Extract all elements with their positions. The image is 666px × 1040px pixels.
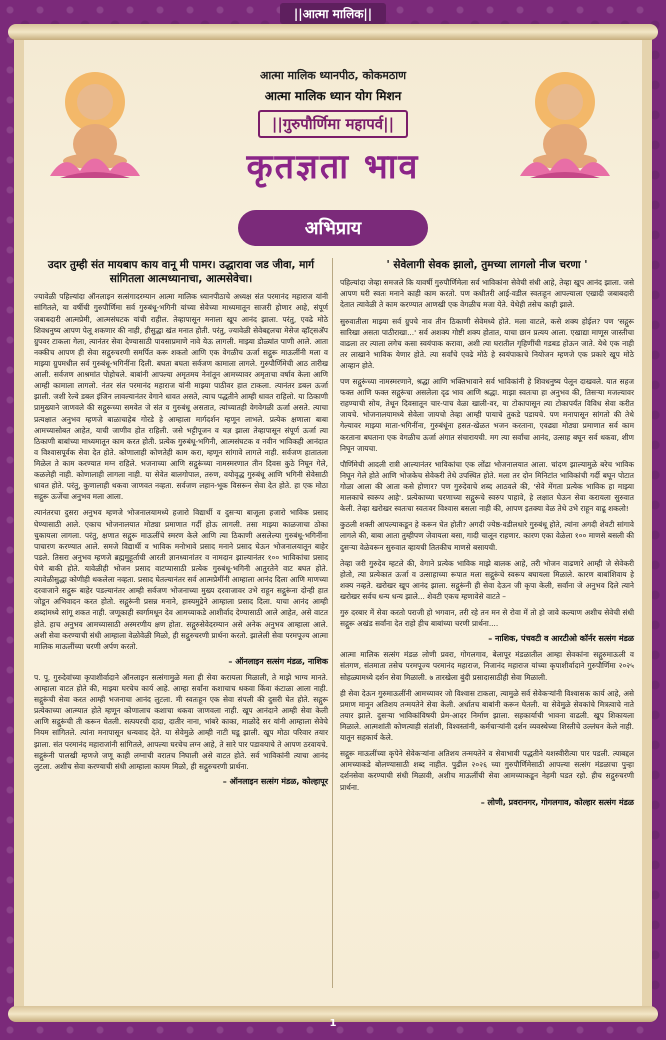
mission-name: आत्मा मालिक ध्यान योग मिशन bbox=[264, 89, 402, 103]
header-title: ||आत्मा मालिक|| bbox=[280, 3, 386, 24]
paragraph: सद्गुरू माऊलींच्या कृपेने सेवेकऱ्यांना अतिशय तन्मयतेने व सेवाभावी पद्धतीने यशस्वीरीत्या पार पडली. त्याबद्दल आमच्याकडे बोलण्यासाठी शब्द नाहीत. पुढील २०२६ च्या गुरुपौर्णिमेसाठी आपल्या सत्संग मंडळाचा पुन्हा दर्शनसेवा करण्याची संधी मिळावी, अशीच माऊलींची सेवा आमच्याकडून नेहमी घडत रहो. हीच सद्गुरुचरणी प्रार्थना. bbox=[340, 749, 634, 792]
paragraph: पहिल्यांदा जेव्हा समजले कि यावर्षी गुरुपौर्णिमेला सर्व भाविकांना सेवेची संधी आहे, तेव्हा खूप आनंद झाला. जसे आपण घरी स्वतः मनाने काही काम करतो. पण कधीतरी आई-वडील स्वतःहून आपल्याला एखादी जबाबदारी देतात त्यावेळी ते काम करण्यात आणखी एक वेगळीच मजा येते. येथेही तसेच काही झाले. bbox=[340, 278, 634, 310]
signature: – लोणी, प्रवरानगर, गोगलगाव, कोल्हार सत्संग मंडळ bbox=[480, 797, 634, 807]
header-bar bbox=[0, 0, 666, 26]
page-title: कृतज्ञता भाव bbox=[246, 147, 420, 187]
section-badge bbox=[238, 210, 428, 246]
paragraph: प. पू. गुरुदेवांच्या कृपाशीर्वादाने ऑनलाइन सत्संगामुळे मला ही सेवा करायला मिळाली, ते माझे भाग्य मानते. आम्हाला वाटत होते की, माझ्या घरचेच कार्य आहे. आम्हा सर्वांना कशाचाच थकवा किंवा कंटाळा आला नाही. सद्गुरूंची सेवा करत आम्ही भजनाचा आनंद लुटला. मी स्वतःहून एक सेवा संपली की दुसरी घेत होते. सद्गुरू प्रत्येकाच्या आत्म्यात होते म्हणून कोणालाच कशाचा थकवा जाणवला नाही. खूप आनंदाने आम्ही सेवा केली आणि सद्गुरूंची ती करून घेतली. सत्पयरची दादा, दातीर नाना, भांबरे काका, माळोदे सर यांनी आम्हाला सेवेचे नियम सांगितले. त्यांना मनापासून धन्यवाद देते. या सेवेमुळे आम्ही नाटी घडू झाली. खूप मोठा परिवार तयार झाला. संत परमानंद महाराजांनी सांगितले, आपल्या घरचेच लग्न आहे, ते सारे पार पडावयाचे ते आपण ठरवायचे. सद्गुरूंनी पालखी म्हणजे जणू काही लग्नाची वरातच निघाली असे वाटत होते. सर्व भाविकांनी त्याचा आनंद लुटला. अशीच सेवा करण्याची संधी आम्हाला कायम मिळो, ही सद्गुरुचरणी प्रार्थना. bbox=[34, 672, 328, 771]
org-name: आत्मा मालिक ध्यानपीठ, कोकमठाण bbox=[259, 69, 407, 82]
paragraph: पण सद्गुरूंच्या नामस्मरणाने, श्रद्धा आणि भक्तिभावाने सर्व भाविकांनी हे शिवधनुष्य पेलून दाखवले. यात सहज फक्त आणि फक्त सद्गुरूंचा असलेला दृढ भाव आणि श्रद्धा. माझा स्वतःचा हा अनुभव की, तिसऱ्या मजल्यावर राहण्याची सोय, तेथून दिवसातून चार-पाच वेळा खाली-वर, या टोकापासून त्या टोकापर्यंत विविध सेवा करीत जायचे. भोजनालयामध्ये सेवेला जायचो तेव्हा आम्ही पायाचे तुकडे पडायचे. पण मनापासून सांगतो की तेथे गेल्यावर माझ्या माता-भगिनींना, गुरुबंधूंना हसत-खेळत भजन करताना, एवढ्या मोठ्या प्रमाणात सर्व काम करताना बघताना एक वेगळीच ऊर्जा अंगात संचारायची. मग त्या सर्वांचा आनंद, उत्साह बघून सर्व थकवा, शीण निघून जायचा. bbox=[340, 377, 634, 453]
paragraph: आत्मा मालिक सत्संग मंडळ लोणी प्रवरा, गोगलगाव, बेलापूर मंडळातील आम्हा सेवकांना सद्गुरुमाऊली व संतगण, संतमाता तसेच परमपूज्य परमानंद महाराज, निजानंद महाराज यांच्या कृपाशीर्वादाने गुरुपौर्णिमा २०२५ सोहळ्यामध्ये दर्शन सेवा मिळाली. ७ तारखेला बुंदी प्रसादासाठीही सेवा मिळाली. bbox=[340, 650, 634, 682]
paragraph: गुरु दरबार में सेवा करतो पराजी हो भगवान, तरी रहे तन मन से रोवा में तो हो जावे कल्याण अशीच सेवेची संधी सद्गुरू अखंड सर्वांना देत राहो हीच बाबांच्या चरणी प्रार्थना.... bbox=[340, 608, 634, 629]
paragraph: सुरुवातीला माझ्या सर्व ग्रुपचे नाव तीन ठिकाणी सेवेमध्ये होते. मला वाटले, कसे शक्य होईल? पण 'सद्गुरू सारिखा असता पाठीराखा...' सर्व अशक्य गोष्टी शक्य होतात, याचा छान प्रत्यय आला. एखाद्या माणूस जास्तीचा वाढला तर त्याला लगेच कसा स्वयंपाक करावा, अशी त्या घरातील गृहिणींची गडबड होऊन जाते. येथे एक नाही तर लाखाने भाविक येणार होते. त्या सर्वांचे एवढे मोठे हे स्वयंपाकाचे नियोजन म्हणजे एक प्रकारे खूप मोठे आव्हान होते. bbox=[340, 316, 634, 370]
title-block bbox=[150, 68, 516, 188]
page-number: 1 bbox=[329, 1018, 337, 1029]
right-column bbox=[340, 258, 634, 808]
left-column bbox=[34, 258, 328, 787]
paragraph: त्यानंतरचा दुसरा अनुभव म्हणजे भोजनालयामध्ये हजारो विद्यार्थी व दुसऱ्या बाजूला हजारो भाविक प्रसाद घेण्यासाठी आले. एकाच भोजनालयात मोठ्या प्रमाणात गर्दी होऊ लागली. तसा माझ्या काळजाचा ठोका चुकायला लागला. परंतु, क्षणात सद्गुरू माऊलींचे स्मरण केले आणि त्या ठिकाणी असलेल्या गुरुबंधू-भगिनींना पाचारण करण्यात आले. समजे विद्यार्थी व भाविक मनोभावे प्रसाद मनाने प्रसाद घेऊन भोजनालयातून बाहेर पडले. तिसरा अनुभव म्हणजे ब्रह्ममुहूर्ताची आरती ज्ञानध्यानांतर व नामदान झाल्यानंतर १०० भाविकांचा प्रसाद घेणे बाकी होते. यावेळीही भोजन प्रसाद वाटप्यासाठी प्रत्येक गुरुबंधू-भगिनी आतुरतेने वाट बघत होते. त्यावेळीसुद्धा कोणीही थकलेला नव्हता. प्रसाद घेतल्यानंतर सर्व आत्मप्रेमींनी आम्हाला आनंद दिला आणि माणच्या दरवाजाने सद्गुरू बाहेर पडल्यानंतर आम्ही सर्वजण भोजनाच्या मुख्य दरवाजावर उभे राहून सद्गुरूंना दोन्ही हात जोडून अभिवादन करत होतो. सद्गुरूंनी प्रसन्न मनाने, हास्यमुद्रेने आम्हाला प्रसाद दिला. याचा आनंद आम्ही शब्दांमध्ये सांगू शकत नाही. जणूकाही स्वर्गामधून देव आमच्याकडे आशीर्वाद देण्यासाठी आले आहेत, असे वाटत होते. हाच अनुभव आमच्यासाठी अस्मरणीय क्षण होता. सद्गुरुसेवेदरम्यान असे अनेक अनुभव आम्हाला आले. अशी सेवा करण्याची संधी आम्हाला वेळोवेळी मिळो, ही सद्गुरुचरणी प्रार्थना करतो. झालेली सेवा परमपूज्य आत्मा मालिक माऊलींच्या चरणी अर्पण करतो. bbox=[34, 508, 328, 651]
paragraph: पौर्णिमेची आदली रात्री आल्यानंतर भाविकांचा एक लोंढा भोजनालयात आला. चांदण झाल्यामुळे बरेच भाविक निघून गेले होते आणि भोजकेच सेवेकरी तेथे उपस्थित होते. मला तर दोन मिनिटांत भाविकांची गर्दी बघून पोटात गोळा आला की आता कसे होणार? पण गुरुदेवाचे शब्द आठवले की, 'सेवे मेंगता प्रत्येक भाविक हा माझ्या मालकाचे स्वरूप आहे'. प्रत्येकाच्या चरणाच्या सद्गुरूचे स्वरुप पाहावे, हे लक्षात घेऊन सेवा करायला सुरुवात केली. तेव्हा खरोखर स्वतःचा स्वतःवर विश्वास बसला नाही की, आपण इतक्या वेळ तेथे उभे राहून वाढू शकलो! bbox=[340, 459, 634, 514]
signature: – नाशिक, पंचवटी व आरटीओ कॉर्नर सत्संग मंडळ bbox=[488, 634, 634, 644]
signature: – ऑनलाइन सत्संग मंडळ, कोल्हापूर bbox=[222, 776, 328, 786]
paragraph: कुठली शक्ती आपल्याकडून हे करून घेत होती? अगदी ज्येष्ठ-वडीलधारे गुरुबंधू होते, त्यांना अगदी शेवटी सांगावे लागले की, बाबा आता तुम्हीपण जेवायला बसा, गादी चालून राहणार. कारण एका वेळेला १०० माणसे बसली की दुसऱ्या वेळेवरून सुरुवात व्हायची तितकीच माणसे बसायची. bbox=[340, 520, 634, 552]
right-heading: ' सेवेलागी सेवक झालो, तुमच्या लागलो नीज चरणा ' bbox=[386, 259, 588, 271]
paragraph: तेव्हा जरी गुरुदेव म्हटले की, वेगाने प्रत्येक भाविक माझे बालक आहे, तरी भोजन वाढणारे आम्ही जे सेवेकरी होतो, त्या प्रत्येकात ऊर्जा व उत्साहाच्या रूपात मला सद्गुरूंचे स्वरूप बघायला मिळाले. कारण बाबांशिवाय हे शक्य नव्हते. खरोखर खूप आनंद झाला. सद्गुरूंनी ही सेवा देऊन जी कृपा केली, सर्वांना जे अनुभव दिले त्याने खरोखर सर्वच धन्य धन्य झाले... शेवटी एकच म्हणावेसे वाटते – bbox=[340, 558, 634, 602]
section-title: अभिप्राय bbox=[304, 218, 362, 239]
left-heading: उदार तुम्ही संत मायबाप काय वानू मी पामर। उद्धारावा जड जीवा, मार्ग सांगितला आत्मध्यानाचा, आत्मसेवेचा। bbox=[47, 259, 315, 286]
column-divider bbox=[332, 258, 333, 988]
scroll-roll-top bbox=[8, 24, 658, 40]
meditating-sage-left-icon bbox=[40, 66, 150, 186]
signature: – ऑनलाइन सत्संग मंडळ, नाशिक bbox=[228, 656, 328, 666]
paragraph: ज्यावेळी पहिल्यांदा ऑनलाइन सत्संगादरम्यान आत्मा मालिक ध्यानपीठाचे अध्यक्ष संत परमानंद महाराज यांनी सांगितले, या वर्षीची गुरुपौर्णिमा सर्व गुरुबंधू-भगिनी यांच्या सेवेच्या माध्यमातून साजरी होणार आहे, संपूर्ण जबाबदारी आत्मप्रेमी, आत्मसंघटक यांची राहील. तेव्हापासून मनाला खूप आनंद झाला. परंतु, एवढे मोठे शिवधनुष्य आपण पेलू शकणार की नाही, हीसुद्धा खंत मनात होती. परंतु, ज्यावेळी सेवेबद्दलचा मेसेज व्हॉट्सअ‍ॅप ग्रुपवर टाकला गेला, त्यानंतर सेवा देण्यासाठी पावसाप्रमाणे नावे येऊ लागली. माझ्या डोळ्यांत पाणी आले. आता नक्कीच आपण ही सेवा सद्गुरुचरणी समर्पित करू शकतो आणि एक वेगळीच ऊर्जा सद्गुरू माऊलींनी मला व माझ्या ग्रुपमधील सर्व गुरुबंधू-भगिनींना दिली. बघता बघता सर्वजण कामाला लागले. गुरुपौर्णिमेची आठ तारीख आली. सर्वजण आश्रमांत पोहोचले. बाबांनी आपल्या अमृतमय नेनांतून आमच्यावर अमृताचा वर्षाव केला आणि आम्ही कामाला लागलो. नंतर संत परमानंद महाराज यांनी माझ्या पाठीवर हात टाकला. त्यानंतर डबल ऊर्जा झाली. जशी रेल्वे डबल इंजिन लावल्यानंतर वेगाने धावत असते, त्याच पद्धतीने आम्ही धावत राहिलो. या ठिकाणी प्रामुख्याने जाणवले की सद्गुरूच्या समवेत जे संत व गुरुबंधू असतात, त्यांच्यातही वेगवेगळी ऊर्जा असते. त्याचा प्रत्यक्षात अनुभव म्हणजे बाळाचाहेब गोरडे हे आम्हाला मार्गदर्शन म्हणून लाभले. प्रत्येक क्षणाला बाबा आमच्यासोबत आहेत, याची जाणीव होत राहिली. जसे भट्टीपूजन व यज्ञ झाला तेव्हापासून संपूर्ण ऊर्जा त्या ठिकाणी बाबांच्या माध्यमातून काम करत होती. प्रत्येक गुरुबंधू-भगिनी, आत्मसंघटक व नवीन भाविकही आनंदात व विश्वासपूर्वक सेवा देत होते. कोणालाही कोणतेही काम करा, म्हणून सांगावे लागले नाही. सर्वजण हातातला मिळेल ते काम करण्यात मग्न राहिले. भजनाच्या आणि सद्गुरूंच्या नामस्मरणात तीन दिवस कुठे निघून गेले, कळलेही नाही. कोणालाही लागला नाही. या सेवेत बालगोपाल, तरुण, वयोवृद्ध गुरुबंधू आणि भगिनी सेवेसाठी धावत होते. परंतु, कुणालाही थकवा जाणवत नव्हता. सर्वजण लहान-भूक विसरून सेवा देत होते. हा एक मोठा सद्गुरू ऊर्जेचा अनुभव मला आला. bbox=[34, 292, 328, 502]
festival-title: ||गुरुपौर्णिमा महापर्व|| bbox=[258, 110, 408, 138]
meditating-sage-right-icon bbox=[510, 66, 620, 186]
paragraph: ही सेवा देऊन गुरुमाऊलींनी आमच्यावर जो विश्वास टाकला, त्यामुळे सर्व सेवेकऱ्यांनी विश्वासक कार्य आहे, असे प्रमाण मानून अतिशय तन्मयतेने सेवा केली. अर्धातच बाबांनी करून घेतली. या सेवेमुळे सेवकांचे मित्रत्वाचे नाते तयार झाले. दुसऱ्या भाविकांविषयी प्रेम-आदर निर्माण झाला. सहकार्याची भावना वाढली. खूप शिकायला मिळाले. आत्मशांती कोणत्याही संतांशी, विश्वस्तांनी, कर्मचाऱ्यांनी दर्शन व्यवस्थेच्या शिस्तीचे उल्लंघन केले नाही. यातून सहकार्य केले. bbox=[340, 688, 634, 743]
